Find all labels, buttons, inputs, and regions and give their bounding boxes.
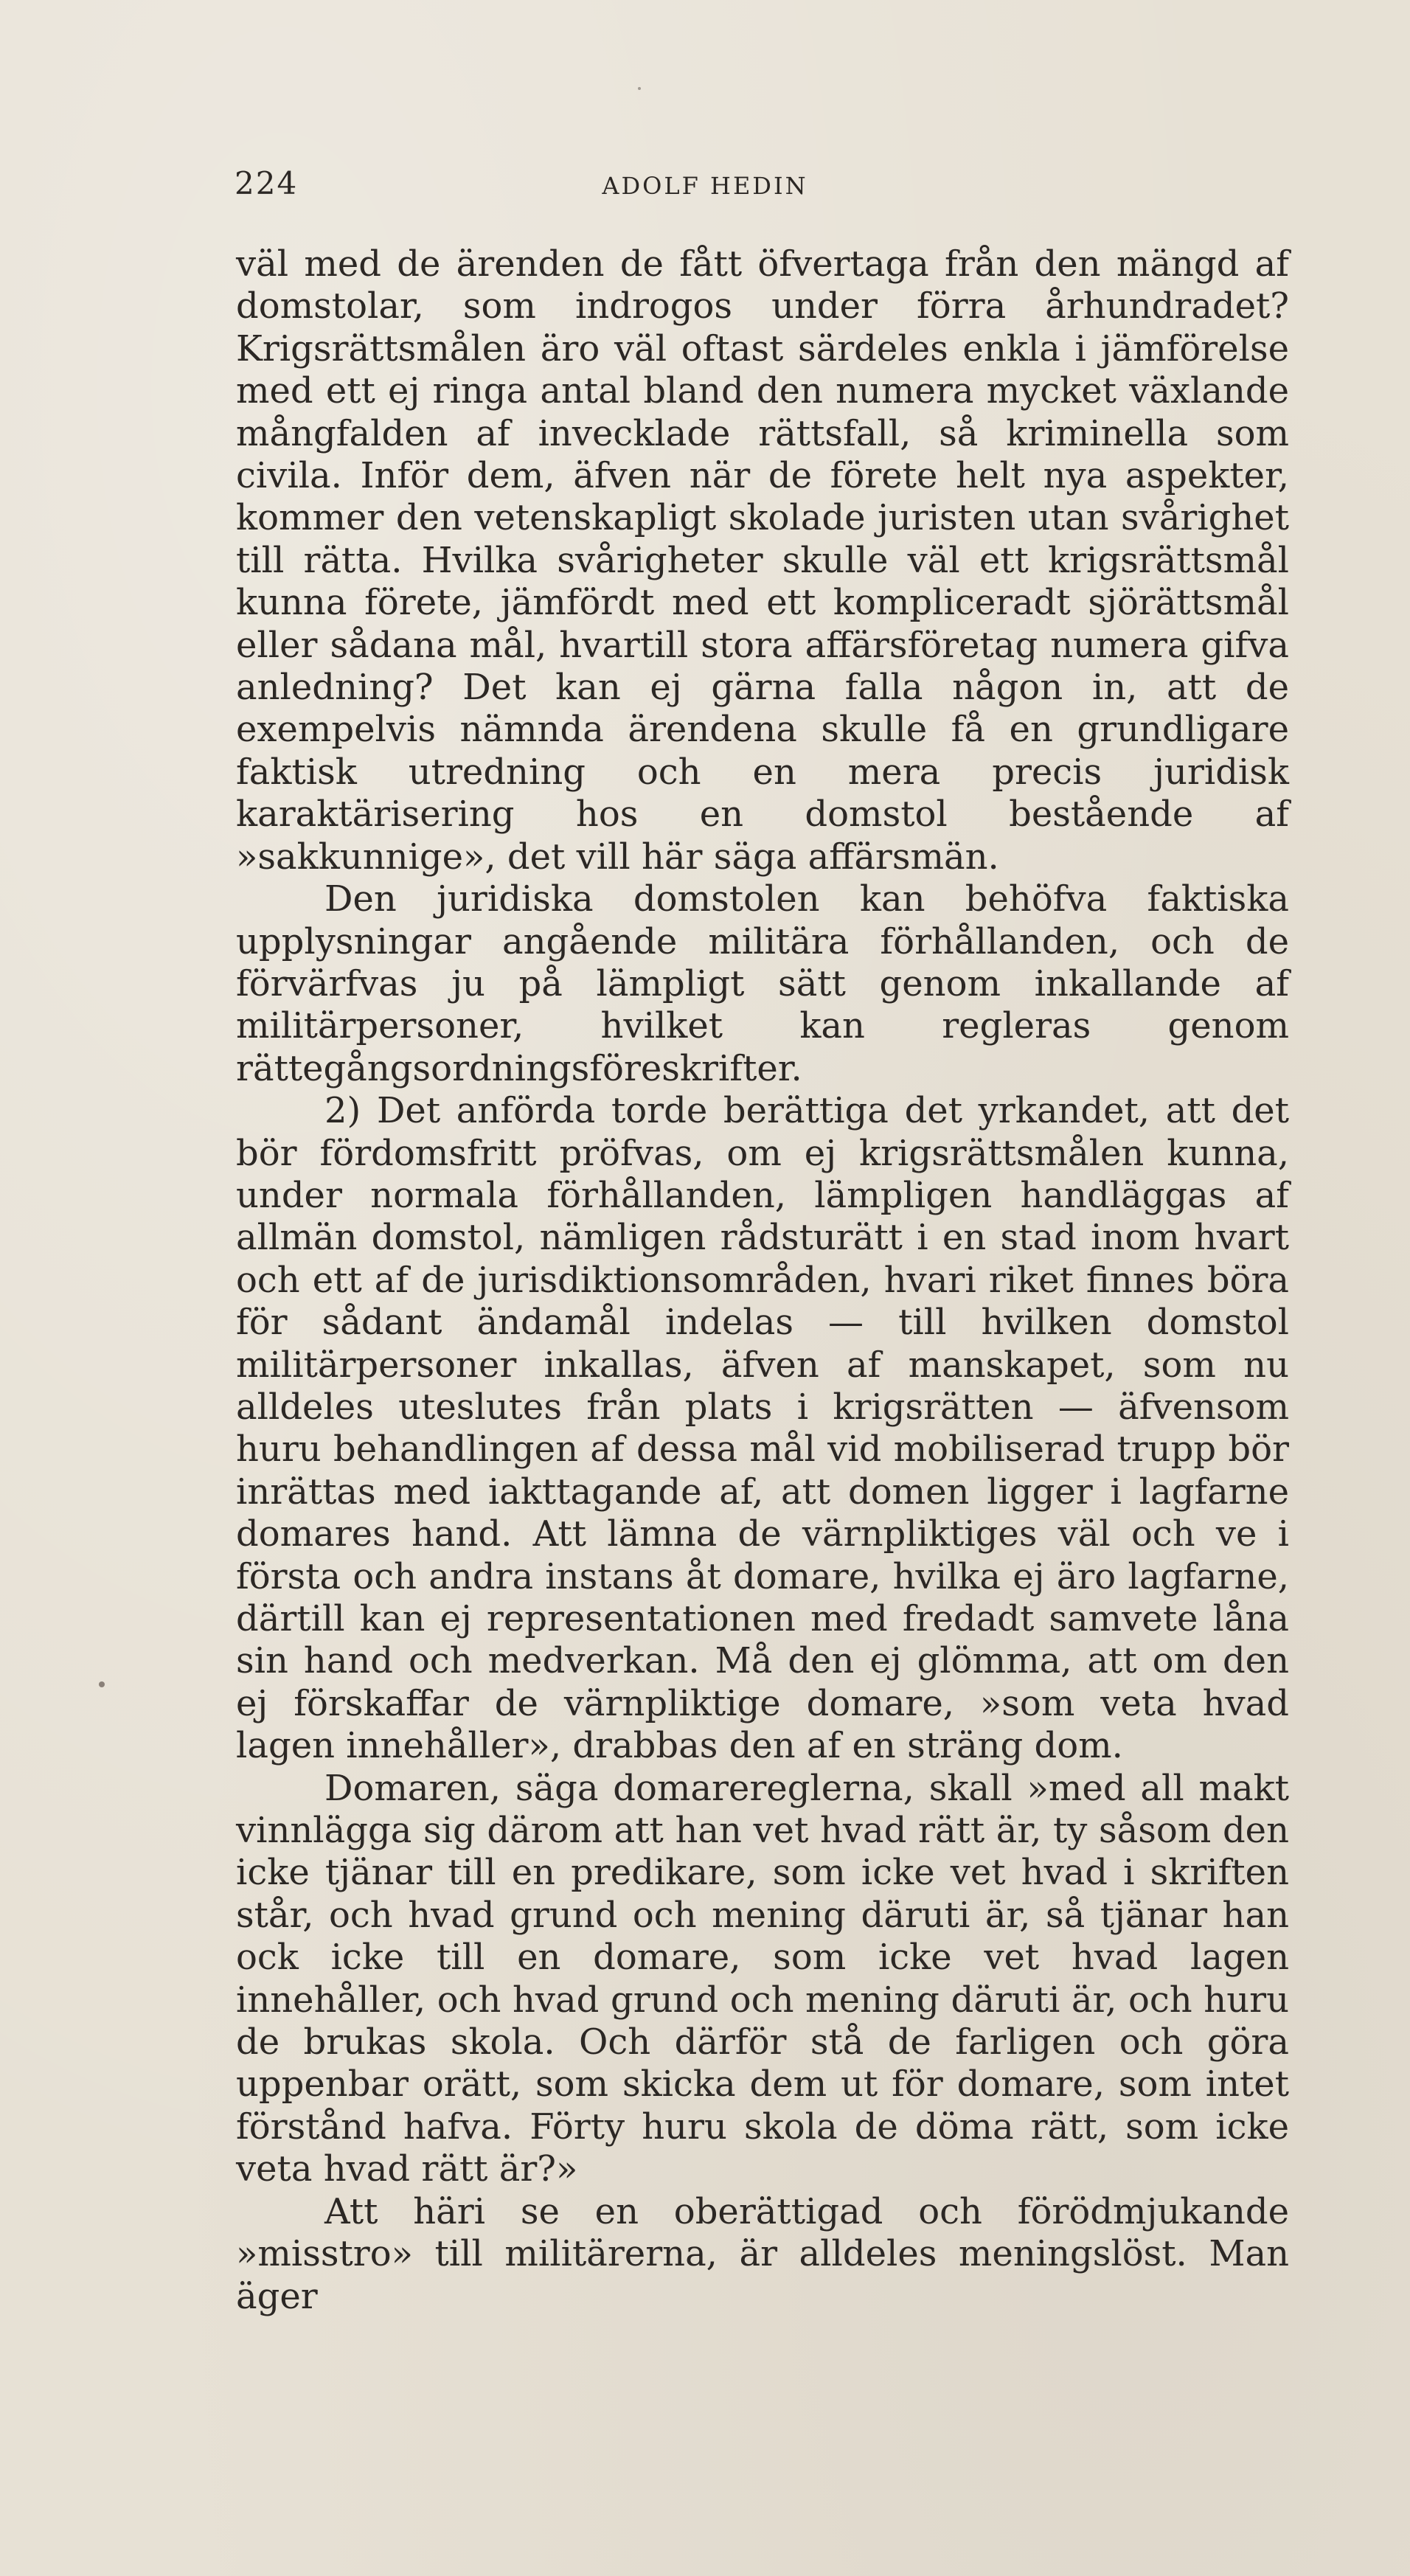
paragraph-1: väl med de ärenden de fått öfvertaga från den mängd af domstolar, som indrogos under förra århundradet? Krigsrättsmålen äro väl oftast särdeles enkla i jämförelse med ett ej ringa antal bland den numera mycket växlande mångfalden af invecklade rättsfall, så kriminella som civila. Inför dem, äfven när de förete helt nya aspekter, kommer den vetenskapligt skolade juristen utan svårighet till rätta. Hvilka svårigheter skulle väl ett krigsrättsmål kunna förete, jämfördt med ett kompliceradt sjörättsmål eller sådana mål, hvartill stora affärsföretag numera gifva anledning? Det kan ej gärna falla någon in, att de exempelvis nämnda ärendena skulle få en grundligare faktisk utredning och en mera precis juridisk karaktärisering hos en domstol bestående af »sakkunnige», det vill här säga affärsmän.: [236, 243, 1289, 878]
running-head: ADOLF HEDIN: [602, 172, 808, 200]
margin-dot: [99, 1681, 105, 1687]
paragraph-4: Domaren, säga domarereglerna, skall »med all makt vinnlägga sig därom att han vet hvad rätt är, ty såsom den icke tjänar till en predikare, som icke vet hvad i skriften står, och hvad grund och mening däruti är, så tjänar han ock icke till en domare, som icke vet hvad lagen innehåller, och hvad grund och mening däruti är, och huru de brukas skola. Och därför stå de farligen och göra uppenbar orätt, som skicka dem ut för domare, som intet förstånd hafva. Förty huru skola de döma rätt, som icke veta hvad rätt är?»: [236, 1767, 1289, 2190]
paragraph-3: 2) Det anförda torde berättiga det yrkandet, att det bör fördomsfritt pröfvas, om ej krigsrättsmålen kunna, under normala förhållanden, lämpligen handläggas af allmän domstol, nämligen rådsturätt i en stad inom hvart och ett af de jurisdiktionsområden, hvari riket finnes böra för sådant ändamål indelas — till hvilken domstol militärpersoner inkallas, äfven af manskapet, som nu alldeles uteslutes från plats i krigsrätten — äfvensom huru behandlingen af dessa mål vid mobiliserad trupp bör inrättas med iakttagande af, att domen ligger i lagfarne domares hand. Att lämna de värnpliktiges väl och ve i första och andra instans åt domare, hvilka ej äro lagfarne, därtill kan ej representationen med fredadt samvete låna sin hand och medverkan. Må den ej glömma, att om den ej förskaffar de värnpliktige domare, »som veta hvad lagen innehåller», drabbas den af en sträng dom.: [236, 1090, 1289, 1767]
speck-mark: [638, 87, 641, 90]
paragraph-2: Den juridiska domstolen kan behöfva faktiska upplysningar angående militära förhållanden, och de förvärfvas ju på lämpligt sätt genom inkallande af militärpersoner, hvilket kan regleras genom rättegångsordningsföreskrifter.: [236, 878, 1289, 1089]
paragraph-5: Att häri se en oberättigad och förödmjukande »misstro» till militärerna, är alldeles meningslöst. Man äger: [236, 2190, 1289, 2317]
page-number: 224: [235, 165, 299, 201]
body-text: [236, 243, 1289, 2318]
